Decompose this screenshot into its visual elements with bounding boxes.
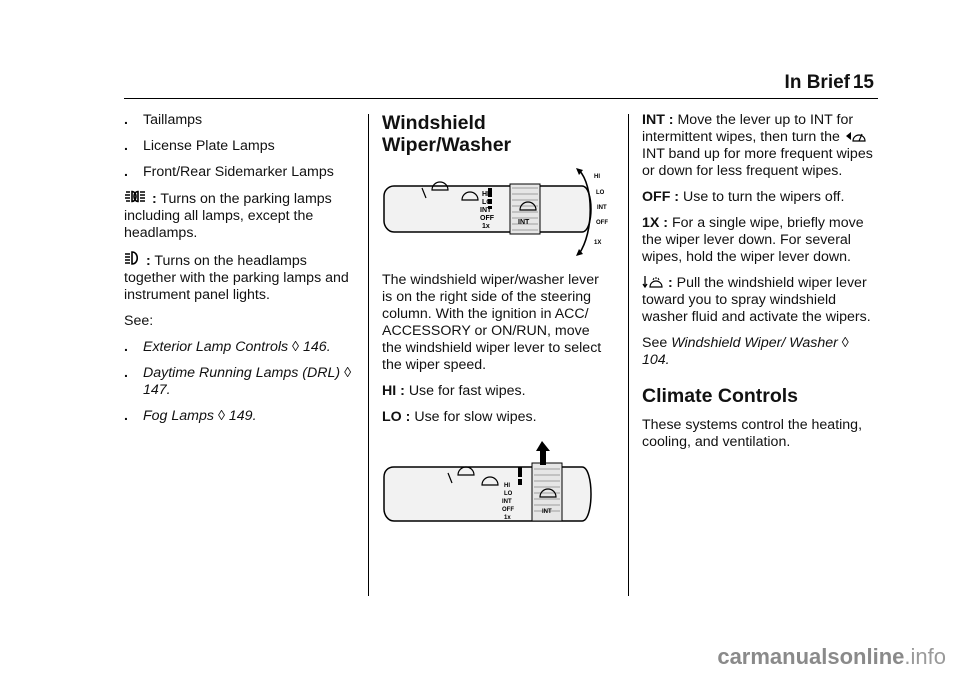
- wiper-intro: The windshield wiper/washer lever is on the right side of the steering column. With the ignition in ACC/ ACCESSORY or ON/RUN, move the windshield wiper lever to select the wiper speed.: [382, 272, 602, 373]
- column-3: [642, 112, 878, 460]
- page-ref-icon: ◊: [344, 365, 352, 381]
- svg-text:LO: LO: [504, 491, 513, 497]
- header-rule: [124, 98, 878, 99]
- see-label: See:: [124, 313, 154, 329]
- column-1: [124, 112, 354, 434]
- washer-icon: [642, 275, 664, 289]
- washer-paragraph: : Pull the windshield wiper lever toward you to spray windshield washer fluid and activate the wipers.: [642, 275, 871, 325]
- off-paragraph: OFF : Use to turn the wipers off.: [642, 189, 845, 205]
- column-2: [382, 112, 612, 549]
- see-reference[interactable]: See Windshield Wiper/ Washer ◊ 104.: [642, 335, 849, 368]
- lo-paragraph: LO : Use for slow wipes.: [382, 409, 537, 425]
- column-divider: [368, 114, 369, 596]
- svg-text:INT: INT: [518, 219, 530, 226]
- hi-paragraph: HI : Use for fast wipes.: [382, 383, 526, 399]
- svg-text:1X: 1X: [594, 240, 602, 246]
- svg-text:LO: LO: [596, 190, 605, 196]
- svg-text:1x: 1x: [482, 223, 490, 230]
- svg-text:HI: HI: [482, 191, 489, 198]
- svg-text:INT: INT: [542, 509, 552, 515]
- single-wipe-paragraph: 1X : For a single wipe, briefly move the wiper lever down. For several wipes, hold the wiper lever down.: [642, 215, 864, 265]
- list-item: . License Plate Lamps: [124, 138, 275, 154]
- page-ref-icon: ◊: [841, 335, 849, 351]
- svg-text:OFF: OFF: [596, 220, 608, 226]
- wiper-int-band-icon: [844, 129, 866, 143]
- climate-paragraph: These systems control the heating, cooling, and ventilation.: [642, 417, 863, 450]
- svg-text:HI: HI: [594, 174, 600, 180]
- page-ref-icon: ◊: [217, 408, 225, 424]
- list-item: . Taillamps: [124, 112, 203, 128]
- column-divider: [628, 114, 629, 596]
- svg-text:INT: INT: [502, 499, 512, 505]
- svg-text:1x: 1x: [504, 515, 511, 521]
- headlamp-paragraph: : Turns on the headlamps together with the parking lamps and instrument panel lights.: [124, 253, 349, 303]
- svg-text:HI: HI: [504, 483, 510, 489]
- svg-text:OFF: OFF: [502, 507, 514, 513]
- page-number: 15: [852, 72, 874, 93]
- svg-text:OFF: OFF: [480, 215, 494, 222]
- list-item: . Front/Rear Sidemarker Lamps: [124, 164, 334, 180]
- page-ref-icon: ◊: [292, 339, 300, 355]
- reference-link[interactable]: . Daytime Running Lamps (DRL) ◊ 147.: [124, 365, 352, 398]
- reference-link[interactable]: . Fog Lamps ◊ 149.: [124, 408, 257, 424]
- svg-text:INT: INT: [480, 207, 492, 214]
- svg-text:LO: LO: [482, 199, 492, 206]
- climate-heading: Climate Controls: [642, 385, 799, 407]
- svg-text:INT: INT: [597, 205, 607, 211]
- section-title: In Brief: [784, 72, 850, 93]
- parking-lamp-icon: [124, 190, 146, 203]
- wiper-lever-pull-illustration: [382, 435, 612, 535]
- int-paragraph: INT : Move the lever up to INT for intermittent wipes, then turn the INT band up for more frequent wipes or down for less frequent wipes.: [642, 112, 873, 179]
- wiper-heading: Windshield Wiper/Washer: [382, 112, 512, 156]
- watermark: carmanualsonline.info: [717, 644, 946, 669]
- wiper-lever-illustration: [382, 166, 612, 258]
- headlamp-icon: [124, 251, 140, 265]
- parking-lamp-paragraph: : Turns on the parking lamps including all lamps, except the headlamps.: [124, 191, 332, 241]
- page-header: [0, 72, 960, 96]
- reference-link[interactable]: . Exterior Lamp Controls ◊ 146.: [124, 339, 331, 355]
